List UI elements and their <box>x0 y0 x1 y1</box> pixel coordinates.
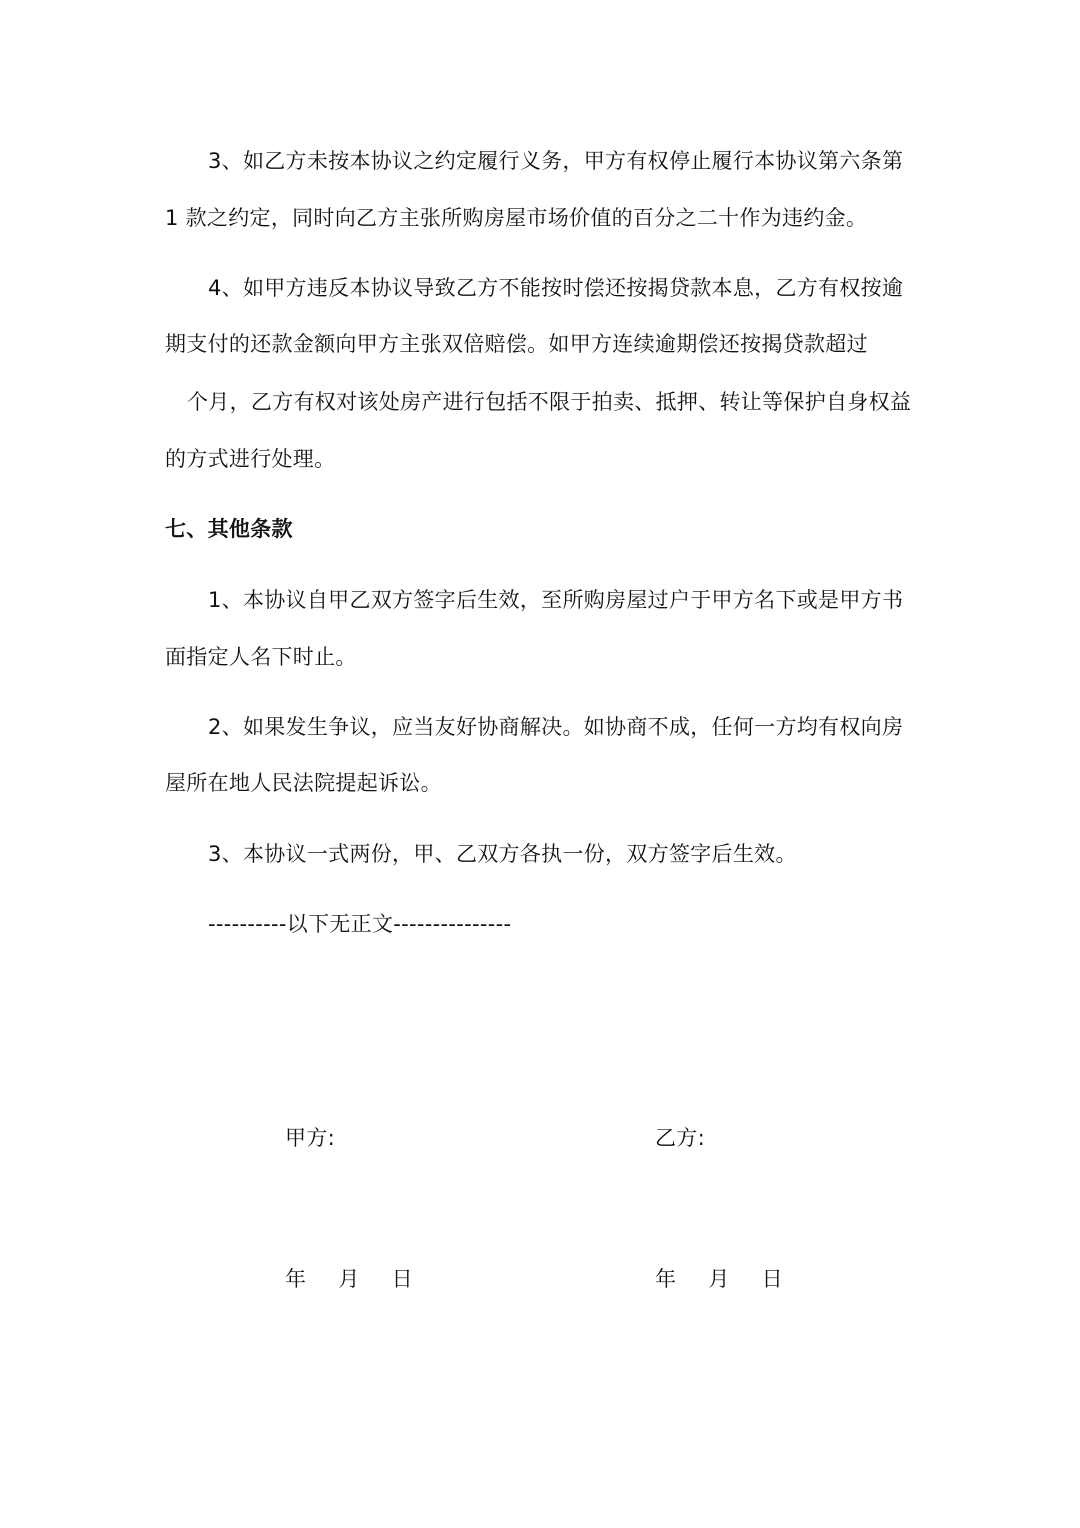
clause-3-line-1: 3、如乙方未按本协议之约定履行义务，甲方有权停止履行本协议第六条第 <box>208 149 904 173</box>
clause-4-line-1: 4、如甲方违反本协议导致乙方不能按时偿还按揭贷款本息，乙方有权按逾 <box>208 276 904 300</box>
party-b-date <box>655 1265 815 1293</box>
clause-4-line-3: 个月，乙方有权对该处房产进行包括不限于拍卖、抵押、转让等保护自身权益 <box>187 390 912 414</box>
clause-4-line-4: 的方式进行处理。 <box>165 447 336 471</box>
end-marker: ----------以下无正文--------------- <box>208 912 512 936</box>
party-a-date <box>285 1265 445 1293</box>
other-clause-1-line-2: 面指定人名下时止。 <box>165 645 357 669</box>
party-b-date-month: 月 <box>708 1267 730 1291</box>
other-clause-2-line-1: 2、如果发生争议，应当友好协商解决。如协商不成，任何一方均有权向房 <box>208 715 904 739</box>
party-b-label: 乙方: <box>655 1126 705 1150</box>
party-a-label: 甲方: <box>285 1126 335 1150</box>
party-b-date-year: 年 <box>655 1267 677 1291</box>
party-b-date-day: 日 <box>761 1267 783 1291</box>
clause-3-line-2: 1 款之约定，同时向乙方主张所购房屋市场价值的百分之二十作为违约金。 <box>165 206 868 230</box>
section-heading: 七、其他条款 <box>165 517 293 541</box>
party-a-date-day: 日 <box>391 1267 413 1291</box>
party-a-date-month: 月 <box>338 1267 360 1291</box>
other-clause-1-line-1: 1、本协议自甲乙双方签字后生效，至所购房屋过户于甲方名下或是甲方书 <box>208 588 904 612</box>
party-a-date-year: 年 <box>285 1267 307 1291</box>
clause-4-line-2: 期支付的还款金额向甲方主张双倍赔偿。如甲方连续逾期偿还按揭贷款超过 <box>165 332 868 356</box>
other-clause-2-line-2: 屋所在地人民法院提起诉讼。 <box>165 771 442 795</box>
other-clause-3-line-1: 3、本协议一式两份，甲、乙双方各执一份，双方签字后生效。 <box>208 842 797 866</box>
